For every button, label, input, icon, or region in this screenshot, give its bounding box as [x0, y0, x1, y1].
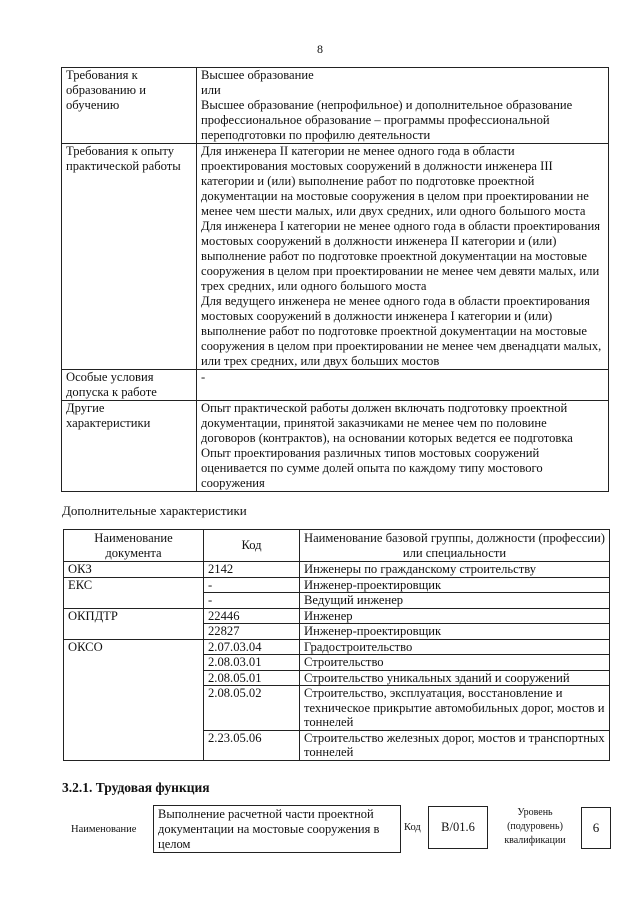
table-row	[64, 562, 610, 578]
code-cell: 2.08.05.02	[204, 686, 300, 731]
document-name-cell: ОКСО	[64, 639, 204, 760]
requirement-value	[197, 68, 609, 144]
code-cell: 2.08.03.01	[204, 655, 300, 671]
requirement-row	[62, 68, 609, 144]
requirement-row	[62, 370, 609, 401]
document-name-cell: ОКПДТР	[64, 608, 204, 639]
document-name-cell: ЕКС	[64, 577, 204, 608]
function-code-label: Код	[404, 822, 421, 833]
requirement-line: Высшее образование	[201, 68, 314, 82]
group-name-cell: Строительство уникальных зданий и сооружений	[300, 670, 610, 686]
code-cell: -	[204, 577, 300, 593]
group-name-cell: Инженер-проектировщик	[300, 624, 610, 640]
requirement-label: Требования к образованию и обучению	[62, 68, 197, 144]
group-name-cell: Инженер-проектировщик	[300, 577, 610, 593]
group-name-cell: Градостроительство	[300, 639, 610, 655]
requirement-line: Для инженера I категории не менее одного года в области проектирования мостовых сооружений в должности инженера II категории и (или) выполнение работ по подготовке проектной документации на мостовые сооружения в целом при проектировании не менее чем девяти малых, или трех средних, или одного большого моста	[201, 219, 601, 293]
table-row	[64, 577, 610, 593]
page-number: 8	[317, 42, 323, 56]
requirement-row	[62, 144, 609, 370]
column-header-document: Наименование документа	[64, 530, 204, 562]
code-cell: -	[204, 593, 300, 609]
requirement-line: Опыт практической работы должен включать подготовку проектной документации, принятой заказчиками не менее чем по половине договоров (контрактов), на основании которых ведется ее подготовка	[201, 401, 573, 445]
code-cell: 2.07.03.04	[204, 639, 300, 655]
requirement-value	[197, 370, 609, 401]
requirement-value	[197, 401, 609, 492]
group-name-cell: Строительство железных дорог, мостов и транспортных тоннелей	[300, 730, 610, 760]
code-cell: 2.08.05.01	[204, 670, 300, 686]
function-name-label: Наименование	[71, 824, 137, 835]
function-name-value: Выполнение расчетной части проектной документации на мостовые сооружения в целом	[153, 805, 401, 853]
requirement-label: Особые условия допуска к работе	[62, 370, 197, 401]
code-cell: 22446	[204, 608, 300, 624]
group-name-cell: Ведущий инженер	[300, 593, 610, 609]
group-name-cell: Строительство	[300, 655, 610, 671]
requirement-line: -	[201, 370, 206, 384]
requirement-line: Для ведущего инженера не менее одного года в области проектирования мостовых сооружений в должности инженера I категории и (или) выполнение работ по подготовке проектной документации на мостовые сооружения в целом при проектировании не менее чем двенадцати малых, или трех средних, или двух больших мостов	[201, 294, 602, 368]
table-row	[64, 639, 610, 655]
requirement-line: Высшее образование (непрофильное) и дополнительное образование профессиональное образование – программы профессиональной переподготовки по профилю деятельности	[201, 98, 573, 142]
document-name-cell: ОКЗ	[64, 562, 204, 578]
group-name-cell: Инженер	[300, 608, 610, 624]
code-cell: 22827	[204, 624, 300, 640]
requirement-row	[62, 401, 609, 492]
requirement-line: Для инженера II категории не менее одного года в области проектирования мостовых сооружений в должности инженера III категории и (или) выполнение работ по подготовке проектной документации на мостовые сооружения в целом при проектировании не менее чем шести малых, или двух средних, или одного большого моста	[201, 144, 589, 218]
requirements-table	[61, 67, 609, 492]
column-header-code: Код	[204, 530, 300, 562]
column-header-name: Наименование базовой группы, должности (профессии) или специальности	[300, 530, 610, 562]
qualification-level-label: Уровень (подуровень) квалификации	[504, 807, 566, 846]
function-code-value: В/01.6	[428, 806, 488, 849]
group-name-cell: Строительство, эксплуатация, восстановление и техническое прикрытие автомобильных дорог, мостов и тоннелей	[300, 686, 610, 731]
qualification-level-value: 6	[581, 807, 611, 849]
requirement-label: Требования к опыту практической работы	[62, 144, 197, 370]
requirement-line: или	[201, 83, 221, 97]
group-name-cell: Инженеры по гражданскому строительству	[300, 562, 610, 578]
requirement-line: Опыт проектирования различных типов мостовых сооружений оценивается по сумме долей опыта по каждому типу мостового сооружения	[201, 446, 543, 490]
additional-characteristics-heading: Дополнительные характеристики	[62, 503, 247, 518]
code-cell: 2.23.05.06	[204, 730, 300, 760]
labor-function-heading: 3.2.1. Трудовая функция	[62, 780, 210, 795]
requirement-label: Другие характеристики	[62, 401, 197, 492]
table-row	[64, 608, 610, 624]
code-cell: 2142	[204, 562, 300, 578]
requirement-value	[197, 144, 609, 370]
additional-characteristics-table	[63, 529, 610, 761]
